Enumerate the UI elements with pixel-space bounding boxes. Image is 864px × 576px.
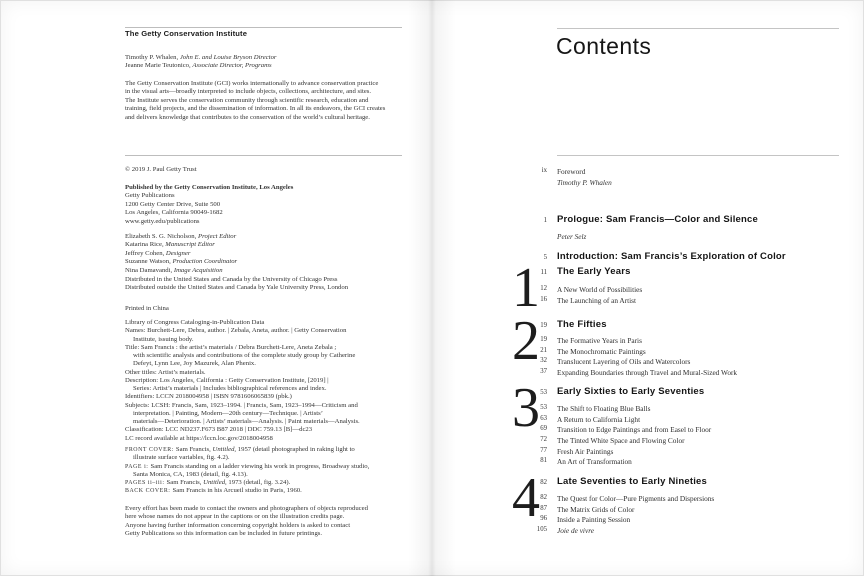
chapter-sections bbox=[432, 285, 864, 306]
chapter-header bbox=[432, 319, 864, 330]
toc-section-row bbox=[432, 425, 864, 436]
cip-line: Library of Congress Cataloging-in-Publication Data bbox=[125, 319, 265, 326]
toc-section-row bbox=[432, 357, 864, 368]
cip-line: Names: Burchett-Lere, Debra, author. | Zebala, Aneta, author. | Getty Conservation bbox=[125, 327, 347, 335]
toc-section-row bbox=[432, 515, 864, 526]
toc-page-number: 63 bbox=[540, 414, 547, 422]
toc-byline: Timothy P. Whalen bbox=[557, 178, 612, 187]
chapter-numeral: 3 bbox=[512, 377, 540, 439]
toc-page-number: 77 bbox=[540, 446, 547, 454]
contents-page bbox=[432, 0, 864, 576]
cip-line: Other titles: Artist’s materials. bbox=[125, 368, 206, 376]
toc-section-label: The Launching of an Artist bbox=[557, 295, 637, 305]
toc-section-row bbox=[432, 296, 864, 307]
toc-entry-foreword bbox=[432, 167, 864, 176]
top-rule bbox=[125, 27, 402, 28]
toc-page-number: 105 bbox=[536, 526, 547, 534]
toc-page-number: 37 bbox=[540, 368, 547, 376]
distribution-block bbox=[125, 276, 409, 293]
cip-line: LC record available at https://lccn.loc.gov/2018004958 bbox=[125, 434, 273, 442]
toc-page-number: 19 bbox=[540, 321, 547, 329]
staff-line: Timothy P. Whalen, John E. and Louise Bryson Director bbox=[125, 54, 277, 61]
toc-entry-label: Prologue: Sam Francis—Color and Silence bbox=[557, 214, 759, 225]
chapter-sections bbox=[432, 494, 864, 537]
toc-section-row bbox=[432, 436, 864, 447]
toc-section-label: Fresh Air Paintings bbox=[557, 446, 614, 456]
toc-section-row bbox=[432, 447, 864, 458]
publisher-block bbox=[125, 184, 409, 226]
toc-page-number: 87 bbox=[540, 504, 547, 512]
credit-line: Nina Damavandi, Image Acquisition bbox=[125, 266, 223, 274]
toc-entry-label: Introduction: Sam Francis’s Exploration of Color bbox=[557, 251, 786, 262]
cover-credit-line: PAGES ii–iii: Sam Francis, Untitled, 1973 (detail, fig. 3.24). bbox=[125, 479, 291, 486]
cover-credit-line: PAGE i: Sam Francis standing on a ladder viewing his work in progress, Broadway studio, bbox=[125, 462, 370, 470]
chapter-sections bbox=[432, 336, 864, 379]
imprint-header: The Getty Conservation Institute bbox=[125, 29, 248, 38]
toc-section-label: Inside a Painting Session bbox=[557, 515, 631, 525]
credit-line: Suzanne Watson, Production Coordinator bbox=[125, 258, 238, 266]
toc-page-number: 72 bbox=[540, 436, 547, 444]
toc-page-number: 21 bbox=[540, 346, 547, 354]
chapter-header bbox=[432, 266, 864, 277]
top-rule bbox=[557, 28, 839, 29]
page-title: Contents bbox=[556, 33, 652, 59]
staff-line: Jeanne Marie Teutonico, Associate Director, Programs bbox=[125, 62, 272, 70]
toc-page-number: 19 bbox=[540, 336, 547, 343]
publisher-url: www.getty.edu/publications bbox=[125, 217, 200, 225]
toc-section-label: The Shift to Floating Blue Balls bbox=[557, 404, 651, 413]
credit-line: Elizabeth S. G. Nicholson, Project Editor bbox=[125, 233, 237, 240]
publisher-line: Getty Publications bbox=[125, 192, 175, 200]
cip-line: Title: Sam Francis : the artist’s materials / Debra Burchett-Lere, Aneta Zebala ; bbox=[125, 343, 337, 351]
credit-line: Katarina Rice, Manuscript Editor bbox=[125, 241, 215, 249]
chapter-header bbox=[432, 386, 864, 397]
toc-section-label: The Quest for Color—Pure Pigments and Dispersions bbox=[557, 494, 715, 503]
distribution-line: Distributed in the United States and Canada by the University of Chicago Press bbox=[125, 276, 338, 283]
toc-page-number: ix bbox=[541, 167, 547, 174]
toc-page-number: 11 bbox=[540, 268, 547, 276]
mission-line: training, field projects, and the dissemination of information. In all its endeavors, the GCI creates bbox=[125, 105, 386, 113]
cip-line: with scientific analysis and contributions of the complete study group by Catherine bbox=[133, 352, 356, 359]
toc-section-row bbox=[432, 368, 864, 379]
printed-line: Printed in China bbox=[125, 305, 169, 312]
cover-credit-line: BACK COVER: Sam Francis in his Arcueil studio in Paris, 1960. bbox=[125, 487, 302, 495]
cip-line: Description: Los Angeles, California : Getty Conservation Institute, [2019] | bbox=[125, 376, 329, 384]
chapter-title: Early Sixties to Early Seventies bbox=[557, 386, 705, 397]
toc-page-number: 12 bbox=[540, 285, 547, 292]
toc-section-row bbox=[432, 494, 864, 505]
toc-page-number: 53 bbox=[540, 388, 547, 396]
chapter-title: Late Seventies to Early Nineties bbox=[557, 476, 708, 487]
toc-section-row bbox=[432, 404, 864, 415]
toc-page-number: 81 bbox=[540, 457, 547, 465]
toc-page-number: 69 bbox=[540, 425, 547, 433]
toc-section-label: A New World of Possibilities bbox=[557, 285, 643, 294]
toc-section-row bbox=[432, 347, 864, 358]
toc-page-number: 5 bbox=[543, 253, 547, 261]
toc-section-label: The Monochromatic Paintings bbox=[557, 346, 646, 356]
cover-credits-block bbox=[125, 446, 409, 496]
cip-line: Subjects: LCSH: Francis, Sam, 1923–1994. | Francis, Sam, 1923–1994—Criticism and bbox=[125, 401, 358, 409]
permissions-line: Anyone having further information concerning copyright holders is asked to contact bbox=[125, 521, 351, 529]
toc-section-row bbox=[432, 415, 864, 426]
cover-credit-line: Santa Monica, CA, 1983 (detail, fig. 4.13). bbox=[133, 470, 248, 478]
permissions-line: Getty Publications so this information can be included in future printings. bbox=[125, 530, 323, 538]
toc-byline: Peter Selz bbox=[557, 232, 587, 241]
divider-rule bbox=[125, 155, 402, 156]
chapter-numeral: 2 bbox=[512, 310, 540, 372]
cip-block bbox=[125, 319, 409, 443]
toc-section-row bbox=[432, 505, 864, 516]
toc-page-number: 82 bbox=[540, 494, 547, 501]
toc-entry-introduction bbox=[432, 251, 864, 262]
publisher-city: Los Angeles, California 90049-1682 bbox=[125, 209, 223, 217]
toc-section-label: Transition to Edge Paintings and from Easel to Floor bbox=[557, 425, 712, 435]
chapter-numeral: 4 bbox=[512, 467, 540, 529]
credits-block bbox=[125, 233, 409, 275]
mission-line: in the visual arts—broadly interpreted to include objects, collections, architecture, and sites. bbox=[125, 88, 372, 96]
toc-section-label: The Tinted White Space and Flowing Color bbox=[557, 436, 685, 446]
copyright-line: © 2019 J. Paul Getty Trust bbox=[125, 166, 197, 173]
cip-line: Identifiers: LCCN 2018004958 | ISBN 9781606065839 (pbk.) bbox=[125, 393, 292, 401]
chapter-header bbox=[432, 476, 864, 487]
permissions-line: Every effort has been made to contact the owners and photographers of objects reproduced bbox=[125, 505, 368, 512]
cip-line: Institute, issuing body. bbox=[133, 335, 194, 343]
mission-line: The Getty Conservation Institute (GCI) works internationally to advance conservation practice bbox=[125, 80, 379, 87]
cip-line: Defeyt, Lynn Lee, Joy Mazurek, Alan Phenix. bbox=[133, 360, 256, 368]
toc-section-label: The Formative Years in Paris bbox=[557, 336, 642, 345]
toc-section-label: The Matrix Grids of Color bbox=[557, 504, 635, 514]
toc-page-number: 16 bbox=[540, 295, 547, 303]
cip-line: Classification: LCC ND237.F673 B87 2018 | DDC 759.13 [B]—dc23 bbox=[125, 426, 313, 434]
toc-page-number: 32 bbox=[540, 357, 547, 365]
credit-line: Jeffrey Cohen, Designer bbox=[125, 249, 191, 257]
toc-section-row bbox=[432, 526, 864, 537]
cover-credit-line: illustrate surface variables, fig. 4.2). bbox=[133, 454, 230, 462]
toc-section-label: An Art of Transformation bbox=[557, 457, 632, 467]
chapter-numeral: 1 bbox=[512, 257, 540, 319]
cip-line: interpretation. | Painting, Modern—20th century—Technique. | Artists’ bbox=[133, 409, 323, 417]
toc-section-row bbox=[432, 457, 864, 468]
toc-section-row bbox=[432, 336, 864, 347]
staff-block bbox=[125, 54, 409, 71]
toc-page-number: 53 bbox=[540, 404, 547, 411]
toc-section-label: A Return to California Light bbox=[557, 414, 641, 424]
toc-section-row bbox=[432, 285, 864, 296]
mission-paragraph bbox=[125, 80, 409, 122]
chapter-title: The Early Years bbox=[557, 266, 631, 277]
toc-entry-prologue bbox=[432, 214, 864, 225]
toc-entry-label: Foreword bbox=[557, 167, 586, 176]
toc-section-label: Joie de vivre bbox=[557, 526, 595, 536]
mission-line: The Institute serves the conservation community through scientific research, education and bbox=[125, 96, 369, 104]
toc-page-number: 96 bbox=[540, 515, 547, 523]
permissions-paragraph bbox=[125, 505, 409, 539]
cip-line: Series: Artist’s materials | Includes bibliographical references and index. bbox=[133, 385, 327, 392]
toc-section-label: Expanding Boundaries through Travel and Mural-Sized Work bbox=[557, 368, 738, 378]
chapter-sections bbox=[432, 404, 864, 468]
publisher-address: 1200 Getty Center Drive, Suite 500 bbox=[125, 200, 221, 208]
toc-page-number: 82 bbox=[540, 478, 547, 486]
toc-page-number: 1 bbox=[543, 216, 547, 224]
cover-credit-line: FRONT COVER: Sam Francis, Untitled, 1957 (detail photographed in raking light to bbox=[125, 446, 355, 453]
permissions-line: here whose names do not appear in the captions or on the illustration credits page. bbox=[125, 513, 345, 521]
mission-line: and delivers knowledge that contributes to the conservation of the world’s cultural heritage. bbox=[125, 113, 370, 121]
cip-line: materials—Deterioration. | Artists’ materials—Analysis. | Paint materials—Analysis. bbox=[133, 418, 360, 425]
publisher-heading: Published by the Getty Conservation Institute, Los Angeles bbox=[125, 184, 294, 191]
divider-rule bbox=[557, 155, 839, 156]
toc-section-label: Translucent Layering of Oils and Watercolors bbox=[557, 357, 691, 367]
distribution-line: Distributed outside the United States and Canada by Yale University Press, London bbox=[125, 284, 349, 292]
chapter-title: The Fifties bbox=[557, 319, 607, 330]
